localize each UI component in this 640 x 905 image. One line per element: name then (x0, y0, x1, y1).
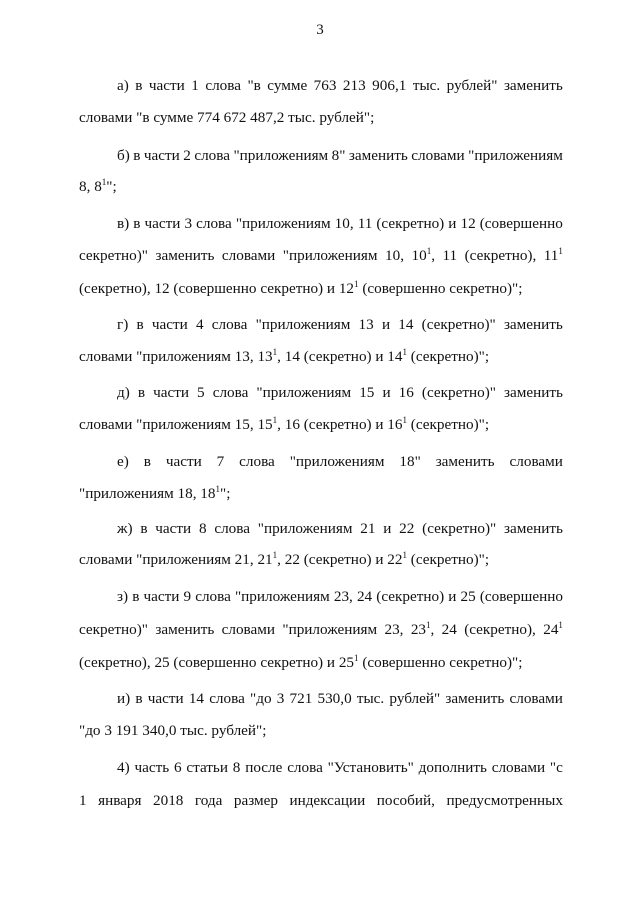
paragraph-e-line-1 (117, 452, 563, 472)
word: индексации (289, 792, 366, 809)
word: а) (117, 77, 129, 94)
word: слова (209, 690, 245, 707)
word: 25 (460, 588, 476, 605)
word: части (155, 520, 192, 537)
word: (совершенно (479, 215, 563, 232)
word: слова (195, 588, 231, 605)
word: и (381, 316, 391, 333)
word: (секретно) (376, 588, 445, 605)
paragraph-g-line-2: словами "приложениям 13, $13^1$, 14 (секретно) и $14^1$ (секретно)"; (79, 347, 490, 365)
word: ж) (117, 520, 133, 537)
word: в (135, 690, 143, 707)
paragraph-b-line-2: 8, $8^1$"; (79, 177, 117, 195)
paragraph-v-line-1 (117, 214, 563, 234)
word: части (148, 77, 185, 94)
word: заменить (503, 316, 563, 333)
word: д) (117, 384, 130, 401)
word: 8 (198, 520, 207, 537)
word: (секретно)" (422, 520, 497, 537)
word: 213 (342, 77, 366, 94)
word: "Установить" (327, 759, 414, 776)
word: и) (117, 690, 131, 707)
paragraph-d-line-1 (117, 383, 563, 403)
word: 8" (331, 147, 346, 164)
word: слова (196, 215, 232, 232)
word: "до (250, 690, 272, 707)
word: 22 (399, 520, 415, 537)
word: тыс. (356, 690, 385, 707)
word: 14 (188, 690, 204, 707)
word: 7 (216, 453, 225, 470)
word: слова (214, 520, 250, 537)
word: части (144, 215, 181, 232)
word: после (245, 759, 283, 776)
word: части (165, 453, 202, 470)
word: 2 (183, 147, 191, 164)
word: г) (117, 316, 129, 333)
word: 8 (232, 759, 241, 776)
word: 4 (195, 316, 204, 333)
word: часть (134, 759, 170, 776)
paragraph-z-line-1 (117, 587, 563, 607)
word: "приложениям (235, 215, 331, 232)
word: 24 (356, 588, 373, 605)
word: рублей" (389, 690, 441, 707)
paragraph-zh-line-2: словами "приложениям 21, $21^1$, 22 (секретно) и $22^1$ (секретно)"; (79, 550, 490, 568)
word: заменить (348, 147, 408, 164)
word: словами (411, 147, 465, 164)
word: заменить (503, 520, 563, 537)
paragraph-4-line-2 (79, 791, 563, 811)
paragraph-a-line-2: словами "в сумме 774 672 487,2 тыс. рублей"; (79, 109, 375, 126)
word: з) (117, 588, 129, 605)
word: "приложениям (234, 588, 330, 605)
word: "приложениям (256, 384, 352, 401)
word: в (143, 453, 151, 470)
word: слова (205, 77, 241, 94)
word: в (137, 384, 146, 401)
word: "с (549, 759, 563, 776)
word: "приложениям (255, 316, 351, 333)
word: части (153, 384, 189, 401)
word: заменить (435, 453, 495, 470)
word: части (147, 690, 184, 707)
paragraph-i-line-2: "до 3 191 340,0 тыс. рублей"; (79, 722, 267, 739)
paragraph-zh-line-1 (117, 519, 563, 539)
word: в (132, 588, 140, 605)
word: слова (194, 147, 230, 164)
word: 721 (289, 690, 313, 707)
word: 16 (398, 384, 414, 401)
word: и (383, 520, 392, 537)
word: "приложениям (289, 453, 385, 470)
word: заменить (504, 384, 563, 401)
word: статьи (186, 759, 228, 776)
word: 1 (79, 792, 87, 809)
word: 530,0 (317, 690, 352, 707)
word: словами (491, 759, 546, 776)
word: "приложениям (257, 520, 353, 537)
word: 4) (117, 759, 130, 776)
word: 5 (197, 384, 205, 401)
word: 23, (333, 588, 353, 605)
word: 9 (183, 588, 192, 605)
word: (совершенно (479, 588, 563, 605)
word: "приложениям (468, 147, 563, 164)
word: заменить (445, 690, 505, 707)
word: (секретно) (376, 215, 445, 232)
word: 14 (398, 316, 414, 333)
word: е) (117, 453, 129, 470)
word: слова (239, 453, 275, 470)
word: 1 (191, 77, 199, 94)
paragraph-e-line-2: "приложениям 18, $18^1$"; (79, 484, 231, 502)
word: 13 (358, 316, 374, 333)
word: тыс. (412, 77, 441, 94)
word: 6 (173, 759, 182, 776)
word: словами (509, 690, 563, 707)
word: 18" (399, 453, 421, 470)
word: части (143, 588, 180, 605)
word: 21 (360, 520, 376, 537)
word: 11 (357, 215, 373, 232)
word: 12 (460, 215, 476, 232)
paragraph-z-line-3: (секретно), 25 (совершенно секретно) и $25^1$ (совершенно секретно)"; (79, 653, 523, 671)
paragraph-v-line-3: (секретно), 12 (совершенно секретно) и $12^1$ (совершенно секретно)"; (79, 279, 523, 297)
word: в (133, 215, 141, 232)
word: в (133, 147, 141, 164)
word: дополнить (418, 759, 487, 776)
word: пособий, (376, 792, 435, 809)
word: 763 (313, 77, 337, 94)
word: 3 (276, 690, 285, 707)
paragraph-v-line-2: секретно)" заменить словами "приложениям 10, $10^1$, 11 (секретно), $11^1$ (79, 246, 563, 264)
paragraph-z-line-2: секретно)" заменить словами "приложениям 23, $23^1$, 24 (секретно), $24^1$ (79, 620, 563, 638)
word: (секретно)" (421, 316, 496, 333)
word: слова (287, 759, 323, 776)
word: б) (117, 147, 130, 164)
word: и (382, 384, 391, 401)
word: "в (247, 77, 261, 94)
word: слова (212, 384, 249, 401)
word: "приложениям (233, 147, 329, 164)
word: 2018 (153, 792, 184, 809)
word: слова (211, 316, 248, 333)
word: словами (509, 453, 563, 470)
word: 10, (334, 215, 354, 232)
word: и (448, 215, 457, 232)
word: предусмотренных (446, 792, 563, 809)
word: размер (233, 792, 278, 809)
word: рублей" (446, 77, 498, 94)
word: в (140, 520, 148, 537)
paragraph-g-line-1 (117, 315, 563, 335)
word: января (98, 792, 142, 809)
paragraph-b-line-1 (117, 146, 563, 166)
word: в (135, 77, 143, 94)
word: 3 (184, 215, 193, 232)
paragraph-i-line-1 (117, 689, 563, 709)
page-number: 3 (316, 22, 324, 38)
word: части (151, 316, 188, 333)
word: 906,1 (372, 77, 407, 94)
paragraph-d-line-2: словами "приложениям 15, $15^1$, 16 (секретно) и $16^1$ (секретно)"; (79, 415, 490, 433)
paragraph-a-line-1 (117, 76, 563, 96)
word: в (136, 316, 144, 333)
word: части (143, 147, 180, 164)
paragraph-4-line-1 (117, 758, 563, 778)
word: сумме (267, 77, 308, 94)
word: в) (117, 215, 130, 232)
word: заменить (503, 77, 563, 94)
word: (секретно)" (421, 384, 496, 401)
word: года (194, 792, 223, 809)
word: 15 (359, 384, 375, 401)
word: и (448, 588, 457, 605)
